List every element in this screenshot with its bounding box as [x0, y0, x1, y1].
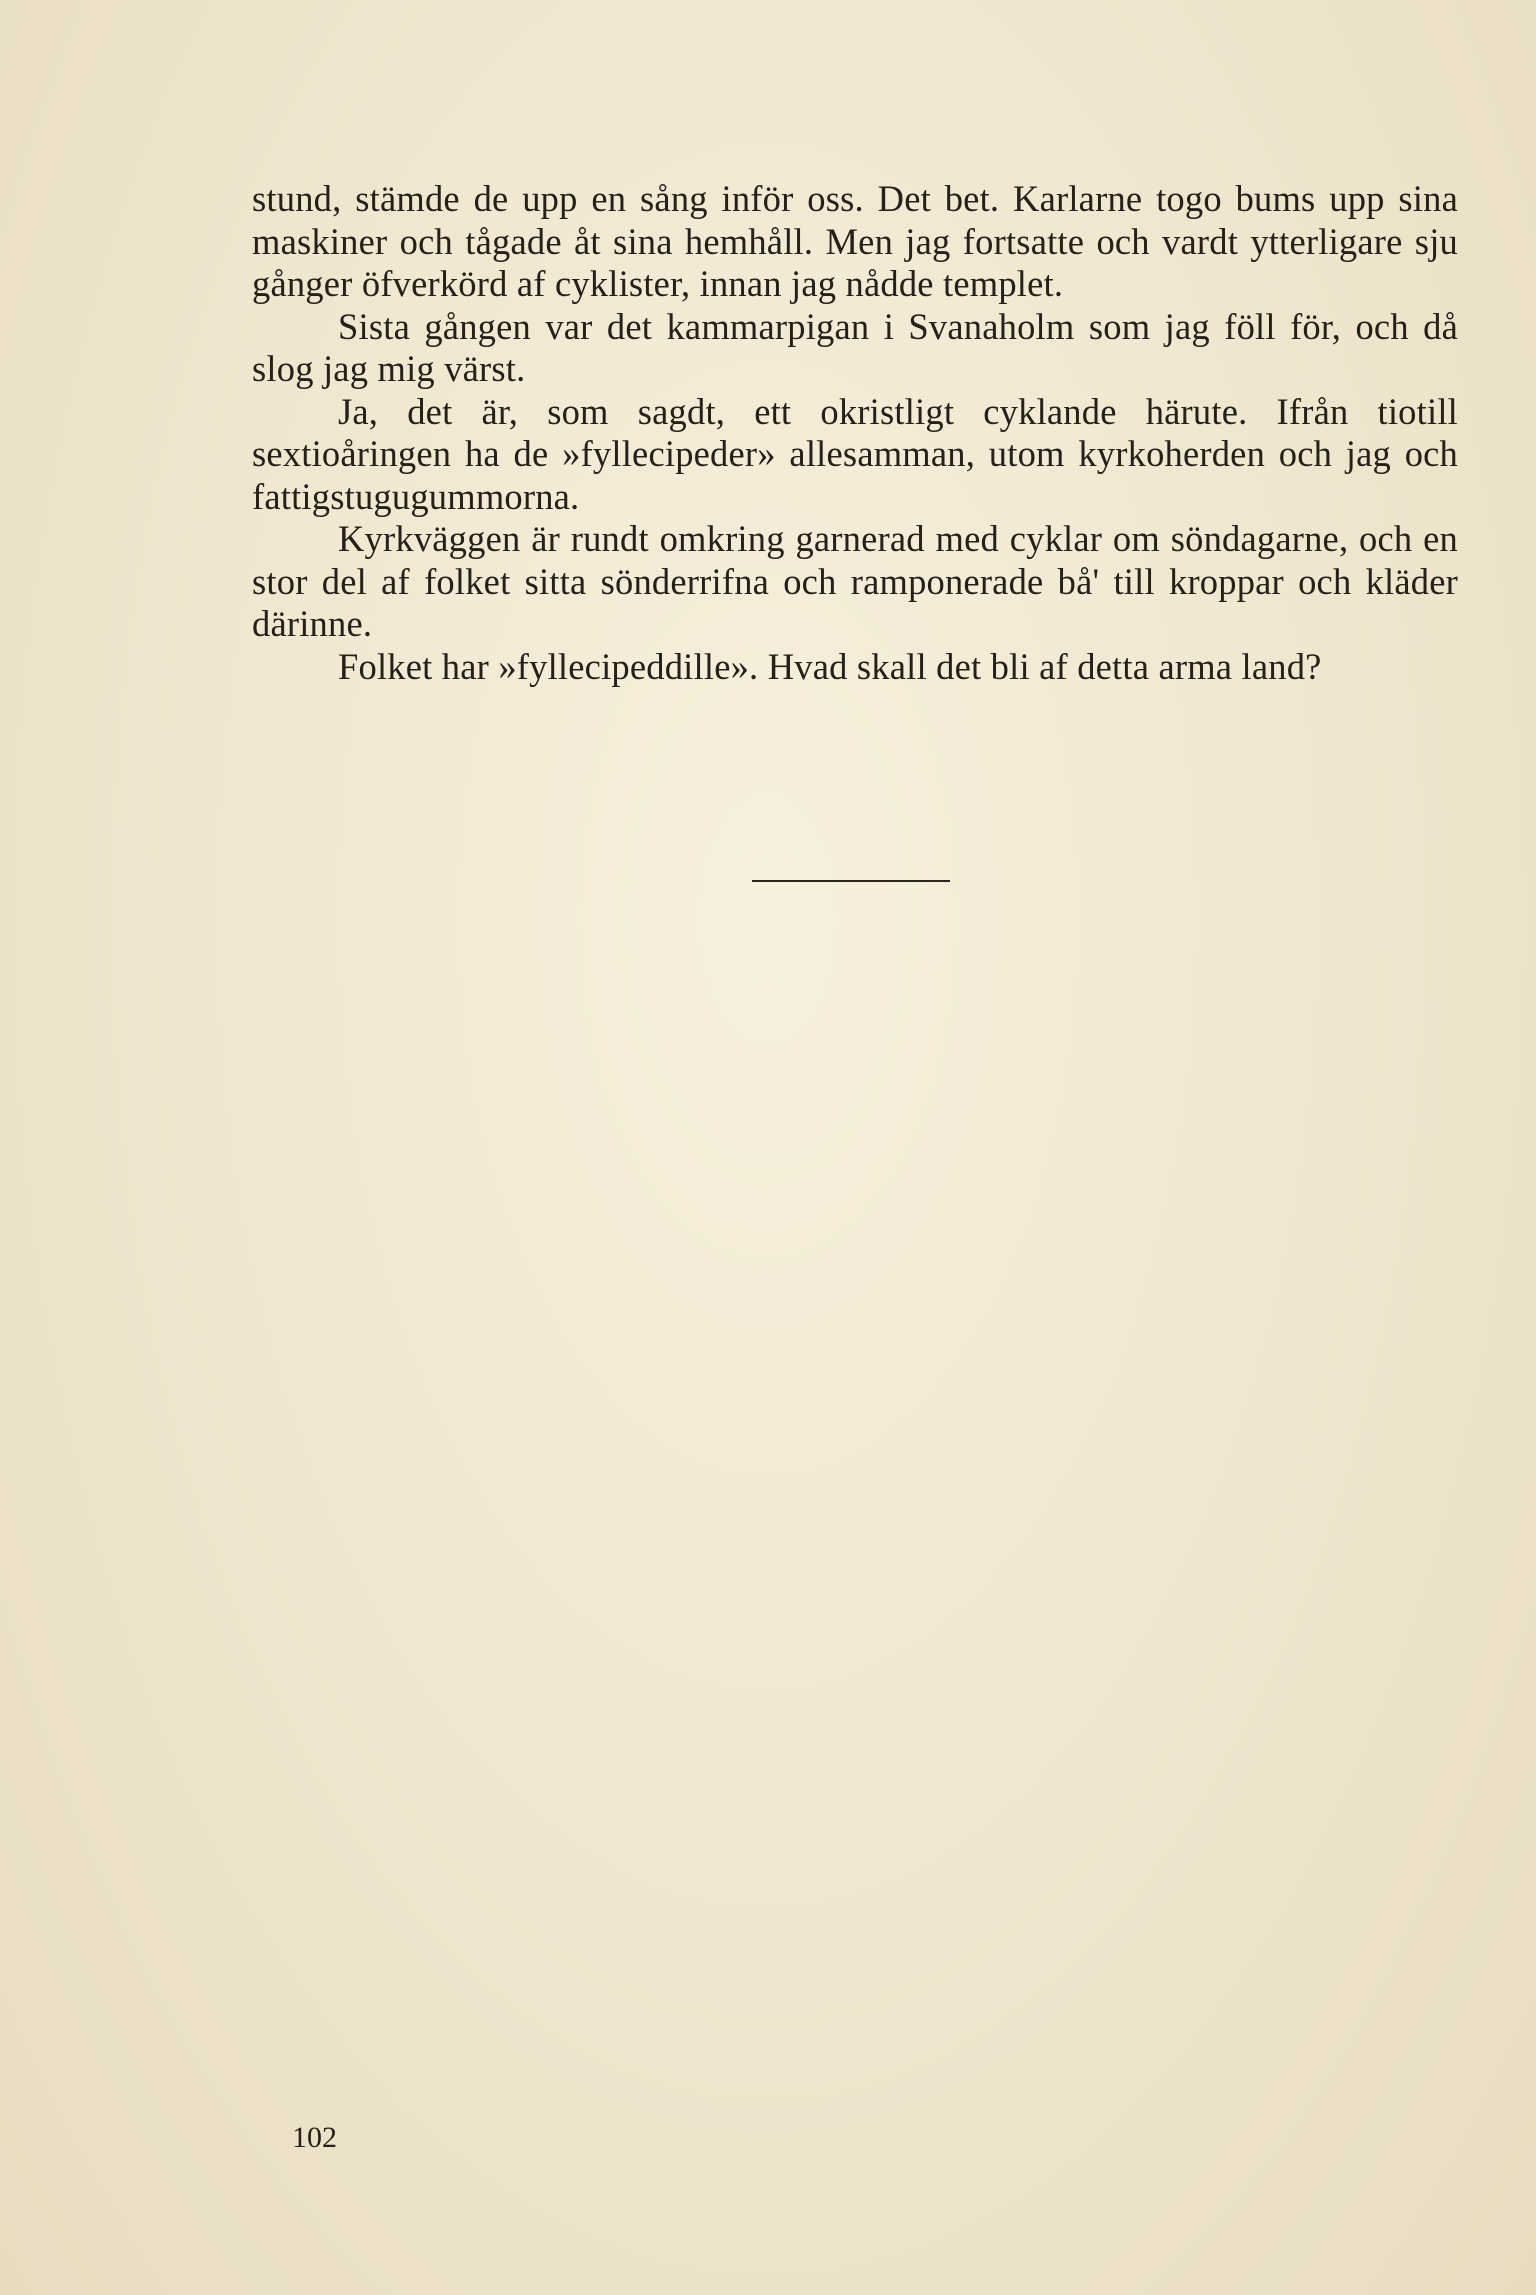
paragraph-1: stund, stämde de upp en sång inför oss. Det bet. Karlarne togo bums upp sina maskiner och tågade åt sina hemhåll. Men jag fortsatte och vardt ytterligare sju gånger öfverkörd af cyklister, innan jag nådde templet.: [252, 178, 1458, 304]
body-text: [252, 178, 1458, 688]
paragraph-5: Folket har »fyllecipeddille». Hvad skall det bli af detta arma land?: [338, 645, 1322, 687]
paragraph-4: Kyrkväggen är rundt omkring garnerad med cyklar om söndagarne, och en stor del af folket sitta sönderrifna och ramponerade bå' till kroppar och kläder därinne.: [252, 518, 1458, 644]
page-number: 102: [292, 2121, 337, 2154]
paragraph-3: Ja, det är, som sagdt, ett okristligt cyklande härute. Ifrån tiotill sextioåringen ha de »fyllecipeder» allesamman, utom kyrkoherden och jag och fattigstugugummorna.: [252, 390, 1458, 517]
section-end-rule: [752, 880, 950, 882]
paragraph-2: Sista gången var det kammarpigan i Svanaholm som jag föll för, och då slog jag mig värst.: [252, 305, 1458, 389]
